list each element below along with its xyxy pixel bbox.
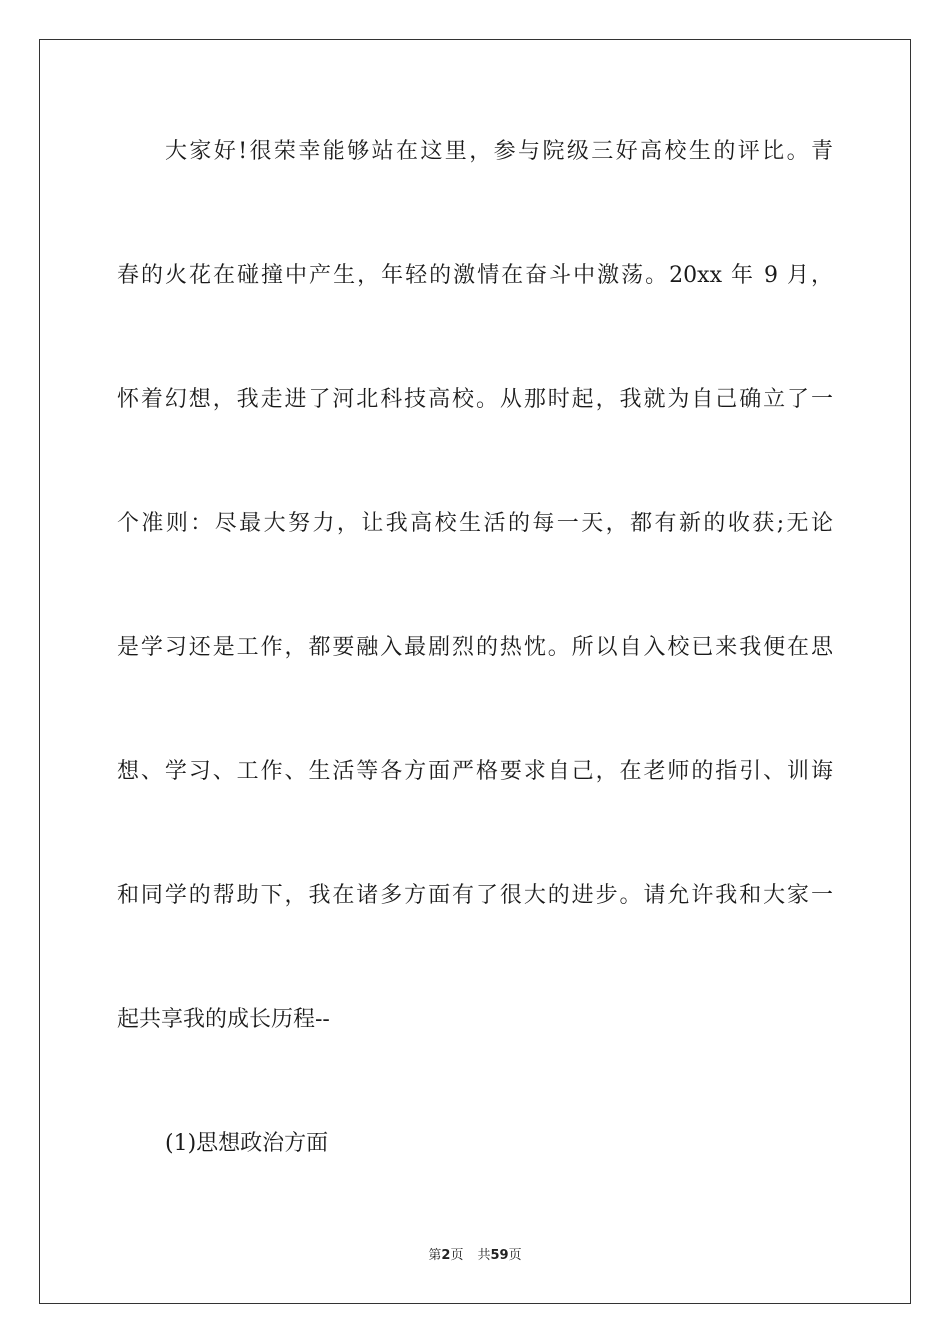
page-number: 2 xyxy=(441,1248,451,1263)
total-label-suffix: 页 xyxy=(508,1248,522,1263)
paragraph-line: 想、学习、工作、生活等各方面严格要求自己，在老师的指引、训诲 xyxy=(117,759,833,784)
page-border xyxy=(39,39,911,1304)
paragraph-line: 起共享我的成长历程-- xyxy=(117,1007,330,1032)
paragraph-line: 是学习还是工作，都要融入最剧烈的热忱。所以自入校已来我便在思 xyxy=(117,635,833,660)
page-label-prefix: 第 xyxy=(428,1248,442,1263)
paragraph-line: 大家好!很荣幸能够站在这里，参与院级三好高校生的评比。青 xyxy=(165,139,833,164)
total-label-prefix: 共 xyxy=(477,1248,491,1263)
section-heading: (1)思想政治方面 xyxy=(165,1131,329,1156)
paragraph-line: 怀着幻想，我走进了河北科技高校。从那时起，我就为自己确立了一 xyxy=(117,387,833,412)
paragraph-line: 春的火花在碰撞中产生，年轻的激情在奋斗中激荡。20xx 年 9 月， xyxy=(117,263,833,288)
paragraph-line: 和同学的帮助下，我在诸多方面有了很大的进步。请允许我和大家一 xyxy=(117,883,833,908)
paragraph-line: 个准则：尽最大努力，让我高校生活的每一天，都有新的收获;无论 xyxy=(117,511,833,536)
page-footer xyxy=(0,1247,950,1265)
page-label-suffix: 页 xyxy=(450,1248,464,1263)
total-pages: 59 xyxy=(490,1248,509,1263)
